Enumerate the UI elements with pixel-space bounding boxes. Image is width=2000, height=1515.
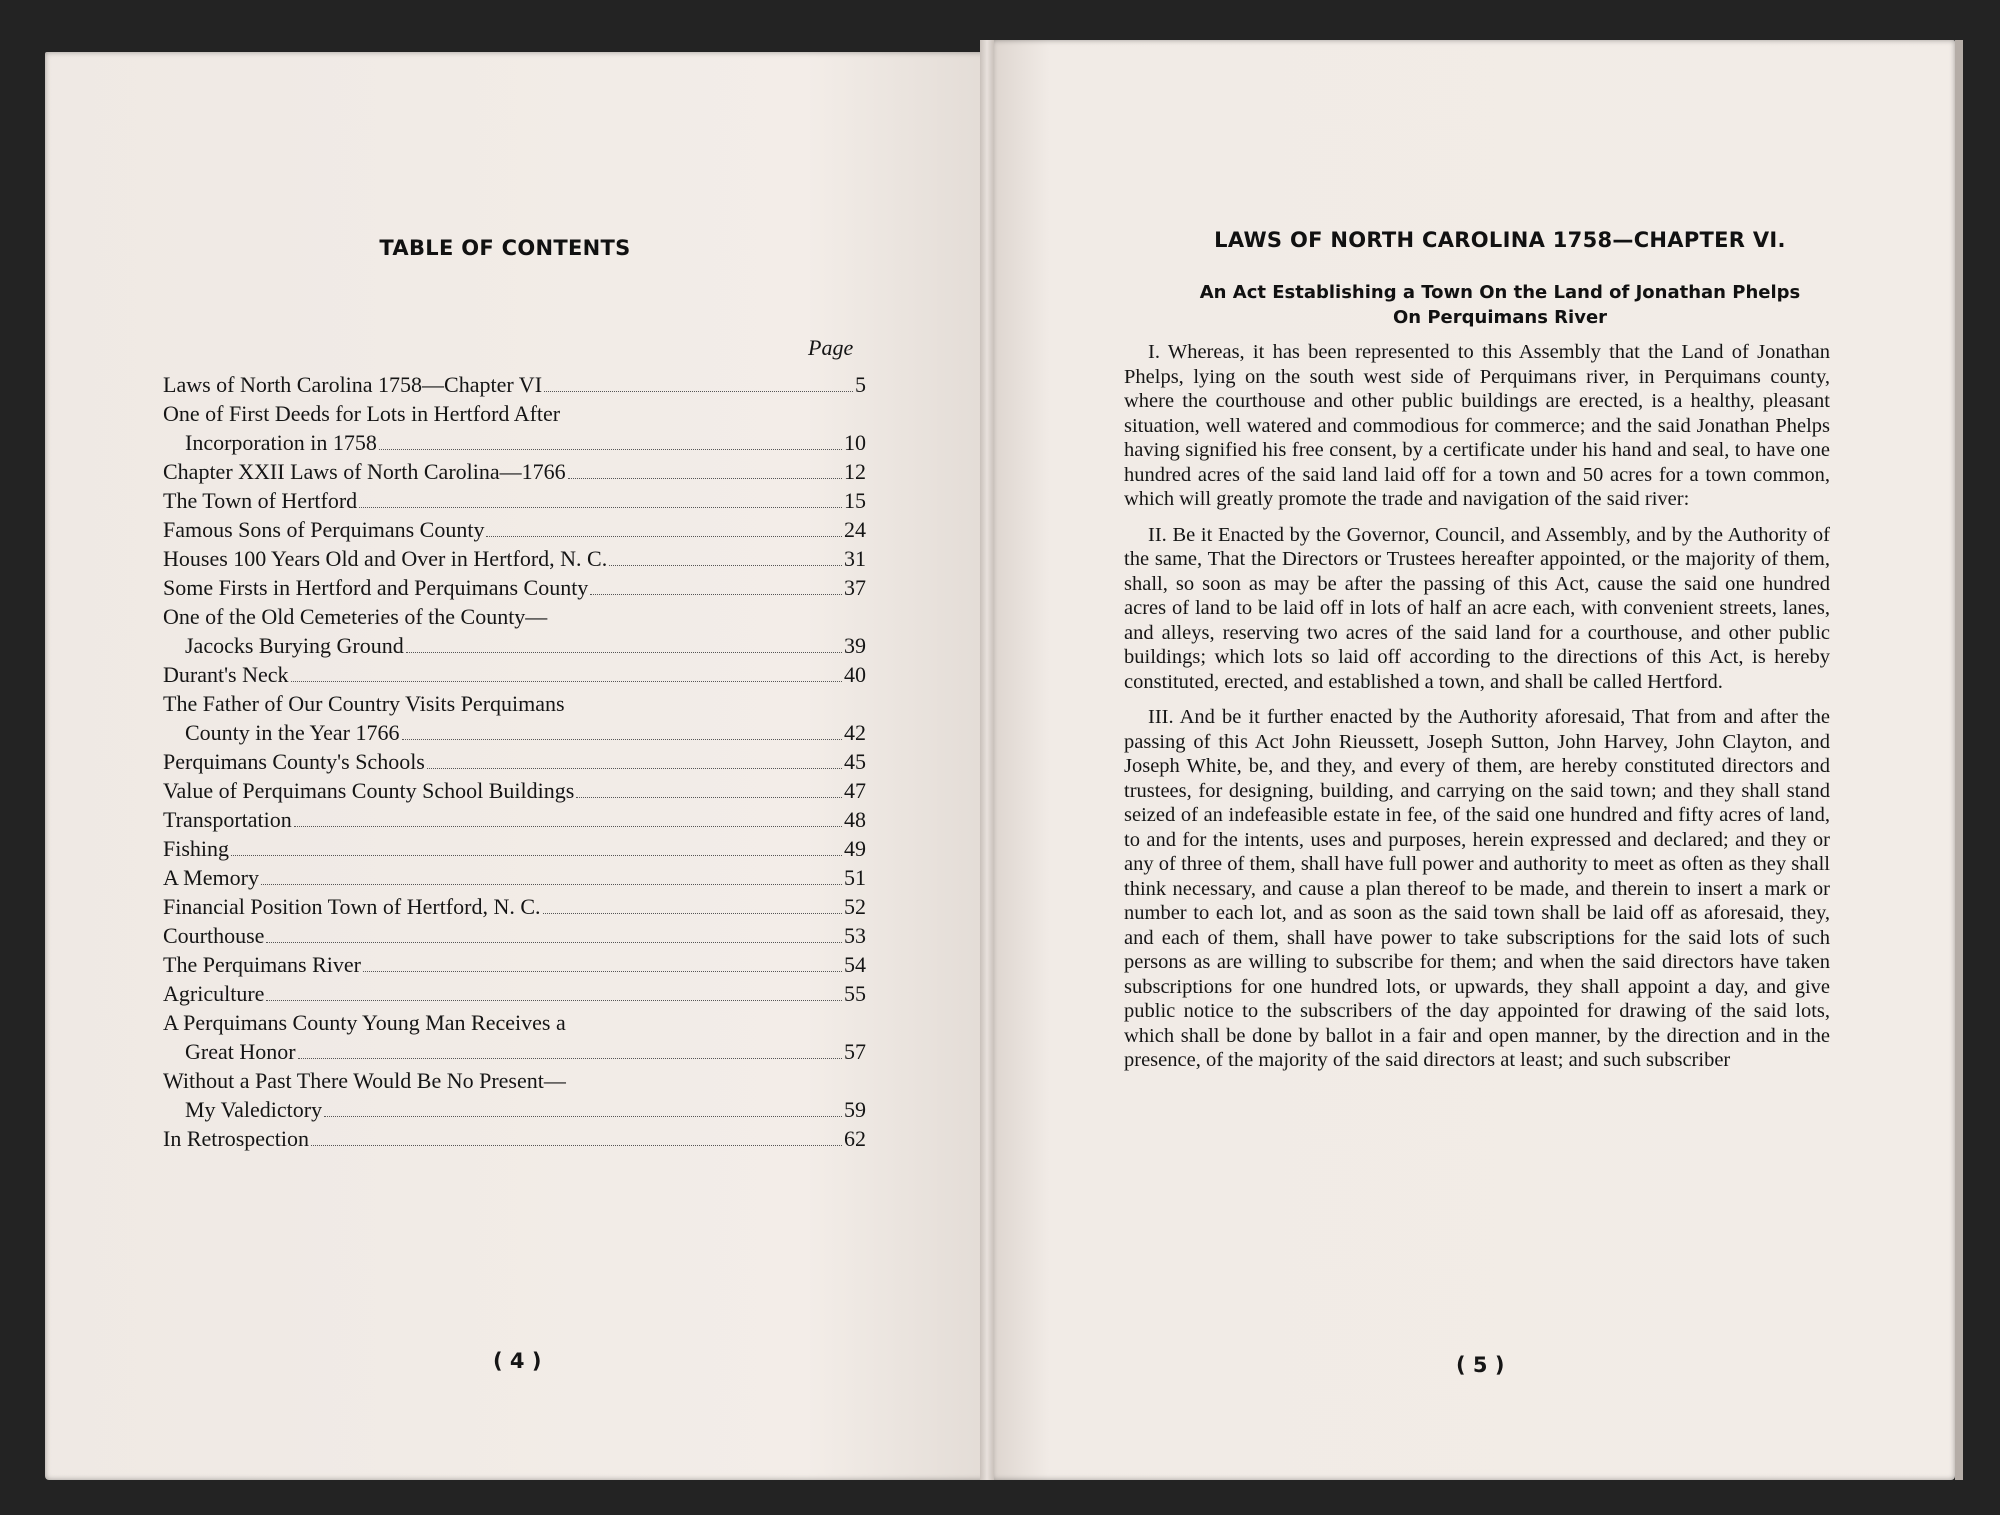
leader-dots	[544, 390, 853, 392]
toc-entry	[163, 544, 866, 573]
toc-entry-title: Houses 100 Years Old and Over in Hertford, N. C.	[163, 546, 608, 571]
toc-entry-page: 5	[855, 372, 866, 397]
toc-entry-title: The Town of Hertford	[163, 488, 358, 513]
paragraph-3: III. And be it further enacted by the Authority aforesaid, That from and after the passing of this Act John Rieussett, Joseph Sutton, John Harvey, John Clayton, and Joseph White, be, and they, and every of them, are hereby constituted directors and trustees, for designing, building, and carrying on the said town; and they shall stand seized of an indefeasible estate in fee, of the said one hundred and fifty acres of land, to and for the intents, uses and purposes, herein expressed and declared; and they or any of three of them, shall have full power and authority to meet as often as they shall think necessary, and cause a plan thereof to be made, and therein to insert a mark or number to each lot, and as soon as the said town shall be laid off as aforesaid, they, and each of them, shall have power to take subscriptions for the said lots of such persons as are willing to subscribe for them; and when the said directors have taken subscriptions for one hundred lots, or upwards, they shall appoint a day, and give public notice to the subscribers of the day appointed for drawing of the said lots, which shall be done by ballot in a fair and open manner, by the direction and in the presence, of the majority of the said directors at least; and such subscriber	[1124, 706, 1830, 1071]
toc-entry-title: Value of Perquimans County School Buildings	[163, 778, 575, 803]
leader-dots	[609, 564, 842, 566]
toc-entry	[163, 689, 866, 747]
toc-entry-title-continued: Jacocks Burying Ground	[185, 633, 404, 658]
toc-entry-title-continued: Great Honor	[185, 1039, 296, 1064]
toc-entry-title-continued: Incorporation in 1758	[185, 430, 377, 455]
chapter-title: LAWS OF NORTH CAROLINA 1758—CHAPTER VI.	[1214, 228, 1786, 252]
leader-dots	[266, 941, 842, 943]
leader-dots	[291, 680, 842, 682]
toc-entry-page: 53	[844, 923, 866, 948]
toc-entry-title-continued: My Valedictory	[185, 1097, 323, 1122]
toc-entry-page: 62	[844, 1126, 866, 1151]
toc-entry-page: 49	[844, 836, 866, 861]
toc-entry	[163, 457, 866, 486]
toc-entry	[163, 602, 866, 660]
toc-entry-title-continued: County in the Year 1766	[185, 720, 400, 745]
toc-entry-page: 52	[844, 894, 866, 919]
leader-dots	[261, 883, 842, 885]
act-subtitle-line-2: On Perquimans River	[1392, 307, 1608, 328]
toc-entry-page: 15	[844, 488, 866, 513]
act-body	[1124, 340, 1830, 1084]
leader-dots	[266, 999, 842, 1001]
toc-entry-page: 51	[844, 865, 866, 890]
toc-entry-page: 12	[844, 459, 866, 484]
toc-entry	[163, 892, 866, 921]
toc-entry-page: 55	[844, 981, 866, 1006]
leader-dots	[406, 651, 842, 653]
toc-entry	[163, 921, 866, 950]
toc-entry-page: 45	[844, 749, 866, 774]
toc-entry-page: 42	[844, 720, 866, 745]
toc-entry	[163, 747, 866, 776]
toc-page-column-label: Page	[808, 335, 854, 360]
toc-entry-page: 54	[844, 952, 866, 977]
toc-entry-page: 59	[844, 1097, 866, 1122]
leader-dots	[231, 854, 842, 856]
toc-entry	[163, 979, 866, 1008]
page-number-right: ( 5 )	[1456, 1353, 1505, 1377]
toc-entry-page: 10	[844, 430, 866, 455]
leader-dots	[543, 912, 842, 914]
leader-dots	[294, 825, 842, 827]
toc-entry-page: 47	[844, 778, 866, 803]
toc-entry-title: A Memory	[163, 865, 259, 890]
toc-entry	[163, 805, 866, 834]
leader-dots	[402, 738, 843, 740]
toc-entry-title: Financial Position Town of Hertford, N. C.	[163, 894, 541, 919]
toc-entry-page: 48	[844, 807, 866, 832]
toc-entry	[163, 863, 866, 892]
toc-entry	[163, 1008, 866, 1066]
leader-dots	[568, 477, 842, 479]
toc-entry	[163, 950, 866, 979]
toc-entry-page: 31	[844, 546, 866, 571]
toc-entry	[163, 776, 866, 805]
leader-dots	[486, 535, 842, 537]
toc-entry-page: 57	[844, 1039, 866, 1064]
toc-entry	[163, 370, 866, 399]
leader-dots	[363, 970, 842, 972]
toc-entry-page: 40	[844, 662, 866, 687]
toc-entry	[163, 660, 866, 689]
paragraph-2: II. Be it Enacted by the Governor, Council, and Assembly, and by the Authority of the same, That the Directors or Trustees hereafter appointed, or the majority of them, shall, so soon as may be after the passing of this Act, cause the said one hundred acres of land to be laid off in lots of half an acre each, with convenient streets, lanes, and alleys, reserving two acres of the said land for a courthouse, and other public buildings; which lots so laid off according to the directions of this Act, is hereby constituted, erected, and established a town, and shall be called Hertford.	[1124, 523, 1830, 693]
leader-dots	[379, 448, 842, 450]
page-number-left: ( 4 )	[493, 1349, 542, 1373]
toc-entry-title: Some Firsts in Hertford and Perquimans County	[163, 575, 589, 600]
leader-dots	[311, 1144, 842, 1146]
toc-entry-title: One of the Old Cemeteries of the County—	[163, 604, 548, 629]
toc-entry-title: Transportation	[163, 807, 292, 832]
leader-dots	[590, 593, 842, 595]
toc-entry-title: Chapter XXII Laws of North Carolina—1766	[163, 459, 566, 484]
toc-entry-title: Laws of North Carolina 1758—Chapter VI	[163, 372, 543, 397]
toc-title: TABLE OF CONTENTS	[379, 236, 631, 260]
leader-dots	[427, 767, 842, 769]
toc-entry-page: 37	[844, 575, 866, 600]
toc-entry-title: Courthouse	[163, 923, 265, 948]
toc-entry	[163, 1124, 866, 1153]
toc-entry-title: Famous Sons of Perquimans County	[163, 517, 485, 542]
toc-entry-page: 24	[844, 517, 866, 542]
paragraph-1: I. Whereas, it has been represented to this Assembly that the Land of Jonathan Phelps, lying on the south west side of Perquimans river, in Perquimans county, where the courthouse and other public buildings are erected, is a healthy, pleasant situation, well watered and commodious for commerce; and the said Jonathan Phelps having signified his free consent, by a certificate under his hand and seal, to have one hundred acres of the said land laid off for a town and 50 acres for a town common, which will greatly promote the trade and navigation of the said river:	[1124, 341, 1830, 510]
toc-entry-page: 39	[844, 633, 866, 658]
toc-entry	[163, 573, 866, 602]
toc-entry-title: In Retrospection	[163, 1126, 310, 1151]
toc-entry	[163, 486, 866, 515]
leader-dots	[576, 796, 842, 798]
leader-dots	[359, 506, 842, 508]
act-subtitle-line-1: An Act Establishing a Town On the Land of Jonathan Phelps	[1199, 282, 1801, 303]
toc-entry-title: A Perquimans County Young Man Receives a	[163, 1010, 566, 1035]
leader-dots	[324, 1115, 842, 1117]
toc-entry	[163, 399, 866, 457]
act-subtitle	[1130, 280, 1870, 330]
toc-entry-title: Perquimans County's Schools	[163, 749, 425, 774]
toc-entry-title: Durant's Neck	[163, 662, 289, 687]
toc-entry	[163, 1066, 866, 1124]
book-spine	[980, 40, 994, 1480]
toc-entry-title: Fishing	[163, 836, 230, 861]
toc-entry	[163, 515, 866, 544]
table-of-contents	[163, 370, 866, 1153]
toc-entry-title: The Father of Our Country Visits Perquimans	[163, 691, 565, 716]
toc-entry-title: The Perquimans River	[163, 952, 361, 977]
page-edge	[1955, 40, 1963, 1480]
toc-entry-title: One of First Deeds for Lots in Hertford After	[163, 401, 561, 426]
toc-entry	[163, 834, 866, 863]
toc-entry-title: Agriculture	[163, 981, 265, 1006]
toc-entry-title: Without a Past There Would Be No Present—	[163, 1068, 566, 1093]
leader-dots	[298, 1057, 842, 1059]
